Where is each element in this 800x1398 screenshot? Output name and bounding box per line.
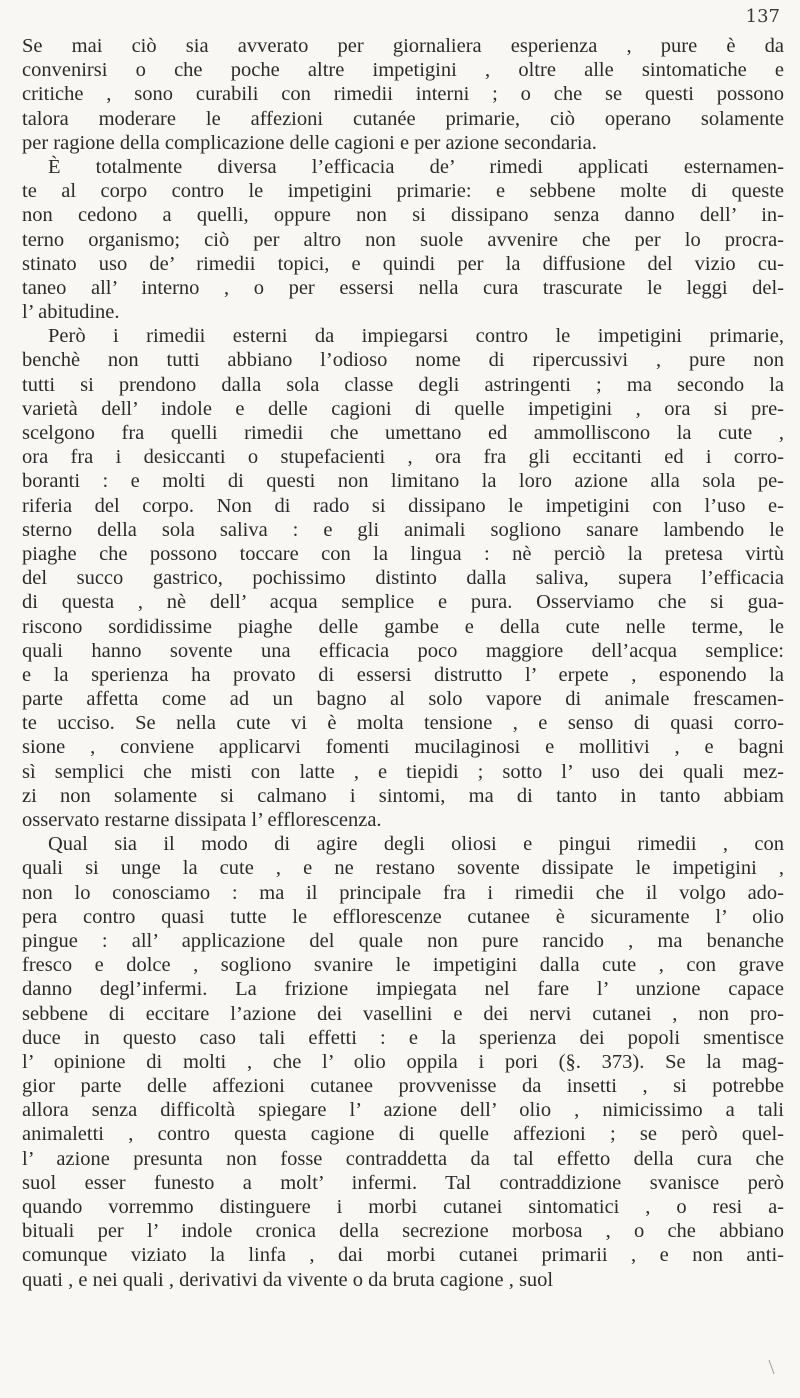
text-line: duce in questo caso tali effetti : e la sperienza dei popoli smentisce bbox=[22, 1026, 784, 1049]
text-line: riscono sordidissime piaghe delle gambe e della cute nelle terme, le bbox=[22, 615, 784, 638]
text-line: ora fra i desiccanti o stupefacienti , ora fra gli eccitanti ed i corro- bbox=[22, 446, 784, 469]
text-line: te al corpo contro le impetigini primarie: e sebbene molte di queste bbox=[22, 180, 784, 203]
text-line: È totalmente diversa l’efficacia de’ rimedi applicati esternamen- bbox=[48, 155, 784, 178]
text-line: pera contro quasi tutte le efflorescenze cutanee è sicuramente l’ olio bbox=[22, 905, 784, 928]
text-line: benchè non tutti abbiano l’odioso nome di ripercussivi , pure non bbox=[22, 349, 784, 372]
text-line: quati , e nei quali , derivativi da vivente o da bruta cagione , suol bbox=[22, 1268, 554, 1291]
text-line: tutti si prendono dalla sola classe degli astringenti ; ma secondo la bbox=[22, 373, 784, 396]
paragraph-3 bbox=[22, 324, 784, 832]
text-line: riferia del corpo. Non di rado si dissipano le impetigini con l’uso e- bbox=[22, 494, 784, 517]
text-line: Se mai ciò sia avverato per giornaliera esperienza , pure è da bbox=[22, 35, 784, 57]
text-line: e la sperienza ha provato di essersi distrutto l’ erpete , esponendo la bbox=[22, 663, 784, 686]
text-line: l’ azione presunta non fosse contraddetta da tal effetto della cura che bbox=[22, 1147, 784, 1170]
text-line: sterno della sola saliva : e gli animali sogliono sanare lambendo le bbox=[22, 518, 784, 541]
text-line: di questa , nè dell’ acqua semplice e pura. Osserviamo che si gua- bbox=[22, 591, 784, 614]
text-line: quali hanno sovente una efficacia poco maggiore dell’acqua semplice: bbox=[22, 639, 784, 662]
text-line: non lo conosciamo : ma il principale fra i rimedii che il volgo ado- bbox=[22, 881, 784, 904]
paragraph-4 bbox=[22, 832, 784, 1292]
text-line: taneo all’ interno , o per essersi nella cura trascurate le leggi del- bbox=[22, 276, 784, 299]
text-line: danno degl’infermi. La frizione impiegata nel fare l’ unzione capace bbox=[22, 978, 784, 1001]
paragraph-1 bbox=[22, 34, 784, 155]
text-line: fresco e dolce , sogliono svanire le impetigini dalla cute , con grave bbox=[22, 954, 784, 977]
text-line: boranti : e molti di questi non limitano la loro azione alla sola pe- bbox=[22, 470, 784, 493]
text-line: bituali per l’ indole cronica della secrezione morbosa , o che abbiano bbox=[22, 1220, 784, 1243]
text-line: quali si unge la cute , e ne restano sovente dissipate le impetigini , bbox=[22, 857, 784, 880]
text-line: comunque viziato la linfa , dai morbi cutanei primarii , e non anti- bbox=[22, 1244, 784, 1267]
paragraph-2 bbox=[22, 155, 784, 324]
text-line: quando vorremmo distinguere i morbi cutanei sintomatici , o resi a- bbox=[22, 1196, 784, 1218]
text-line: terno organismo; ciò per altro non suole avvenire che per lo procra- bbox=[22, 228, 784, 251]
text-line: pingue : all’ applicazione del quale non pure rancido , ma benanche bbox=[22, 929, 784, 952]
text-line: stinato uso de’ rimedii topici, e quindi per la diffusione del vizio cu- bbox=[22, 252, 784, 275]
text-line: te ucciso. Se nella cute vi è molta tensione , e senso di quasi corro- bbox=[22, 712, 784, 735]
text-line: Qual sia il modo di agire degli oliosi e pingui rimedii , con bbox=[48, 833, 784, 856]
margin-mark bbox=[768, 1360, 780, 1374]
body-text bbox=[22, 34, 784, 1292]
page-number: 137 bbox=[745, 6, 780, 27]
text-line: scelgono fra quelli rimedii che umettano ed ammolliscono la cute , bbox=[22, 422, 784, 444]
text-line: per ragione della complicazione delle cagioni e per azione secondaria. bbox=[22, 131, 597, 154]
text-line: varietà dell’ indole e delle cagioni di quelle impetigini , ora si pre- bbox=[22, 397, 784, 420]
text-line: piaghe che possono toccare con la lingua : nè perciò la pretesa virtù bbox=[22, 542, 784, 565]
text-line: l’ abitudine. bbox=[22, 301, 120, 324]
text-line: sione , conviene applicarvi fomenti mucilaginosi e mollitivi , e bagni bbox=[22, 736, 784, 759]
text-line: osservato restarne dissipata l’ efflorescenza. bbox=[22, 809, 382, 831]
text-line: gior parte delle affezioni cutanee provvenisse da insetti , si potrebbe bbox=[22, 1075, 784, 1098]
text-line: sebbene di eccitare l’azione dei vasellini e dei nervi cutanei , non pro- bbox=[22, 1002, 784, 1025]
text-line: del succo gastrico, pochissimo distinto dalla saliva, supera l’efficacia bbox=[22, 567, 784, 590]
text-line: zi non solamente si calmano i sintomi, ma di tanto in tanto abbiam bbox=[22, 784, 784, 807]
text-line: sì semplici che misti con latte , e tiepidi ; sotto l’ uso dei quali mez- bbox=[22, 760, 784, 783]
text-line: animaletti , contro questa cagione di quelle affezioni ; se però quel- bbox=[22, 1123, 784, 1146]
text-line: suol esser funesto a molt’ infermi. Tal contraddizione svanisce però bbox=[22, 1171, 784, 1194]
text-line: non cedono a quelli, oppure non si dissipano senza danno dell’ in- bbox=[22, 204, 784, 227]
text-line: Però i rimedii esterni da impiegarsi contro le impetigini primarie, bbox=[48, 325, 784, 348]
text-line: parte affetta come ad un bagno al solo vapore di animale frescamen- bbox=[22, 688, 784, 711]
text-line: l’ opinione di molti , che l’ olio oppila i pori (§. 373). Se la mag- bbox=[22, 1050, 784, 1073]
text-line: critiche , sono curabili con rimedii interni ; o che se questi possono bbox=[22, 83, 784, 106]
text-line: allora senza difficoltà spiegare l’ azione dell’ olio , nimicissimo a tali bbox=[22, 1099, 784, 1122]
text-line: convenirsi o che poche altre impetigini , oltre alle sintomatiche e bbox=[22, 59, 784, 82]
text-line: talora moderare le affezioni cutanée primarie, ciò operano solamente bbox=[22, 107, 784, 130]
